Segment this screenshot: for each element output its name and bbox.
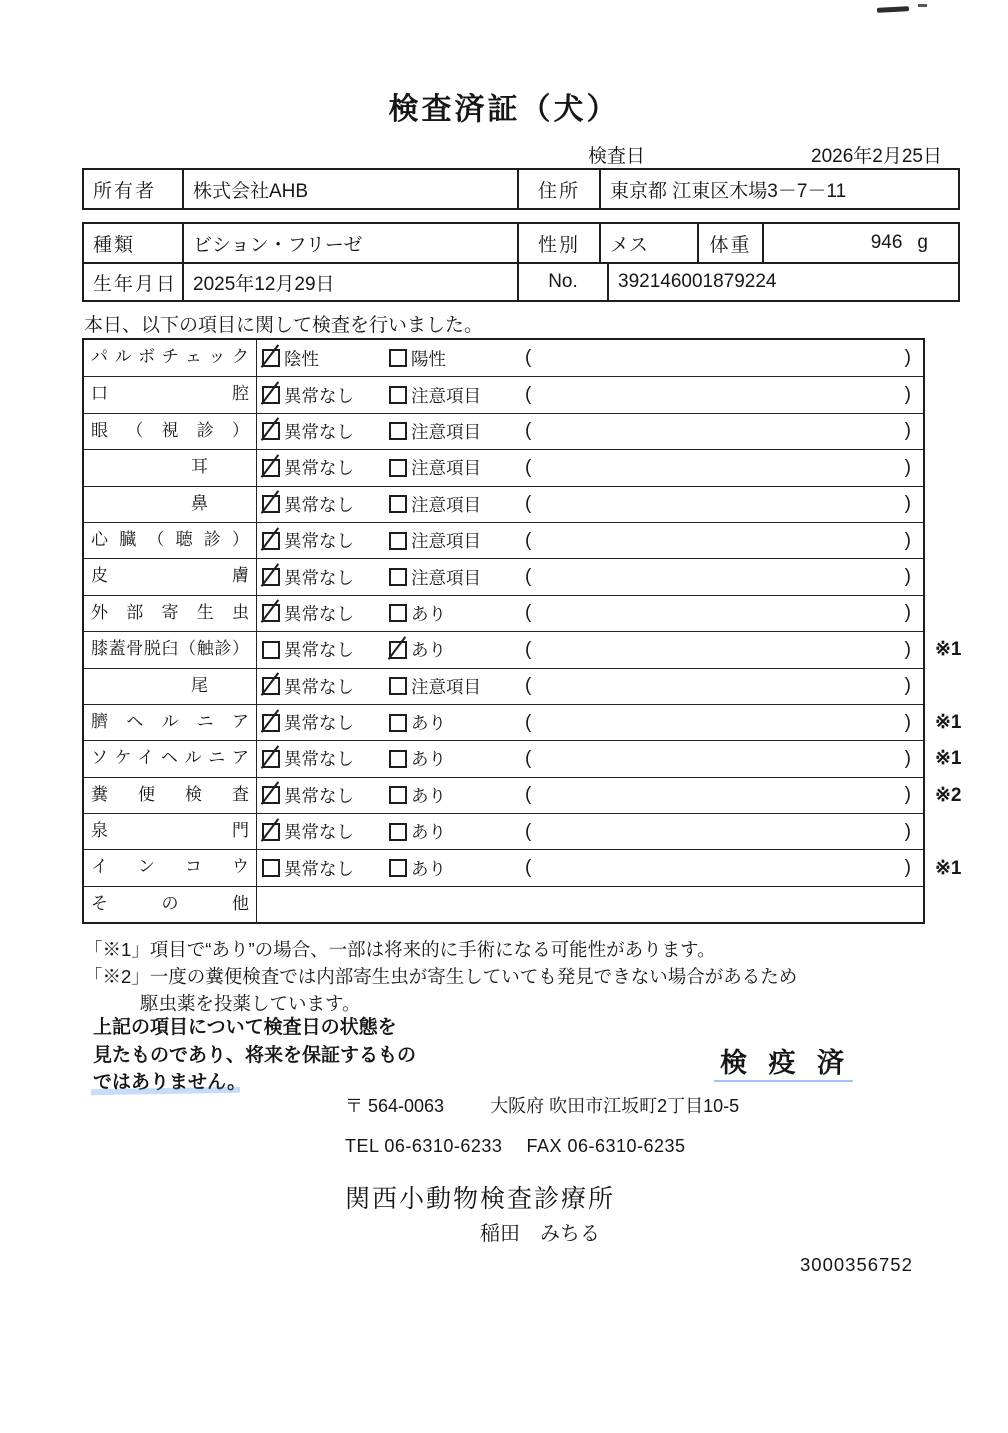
option2-checkbox [389, 823, 407, 841]
paren-close: ) [904, 675, 911, 697]
note-1: 「※1」項目で“あり”の場合、一部は将来的に手術になる可能性があります。 [84, 939, 716, 960]
paren-close: ) [904, 529, 911, 551]
exam-option-2 [389, 783, 525, 808]
paren-close: ) [904, 602, 911, 624]
inspection-date-label: 検査日 [588, 146, 646, 167]
option1-checkbox [262, 532, 280, 550]
paren-open: ( [525, 638, 532, 660]
paren-open: ( [525, 420, 532, 442]
exam-option-2 [389, 528, 525, 553]
paren-open: ( [525, 820, 532, 842]
option1-label: 異常なし [284, 858, 354, 879]
option2-label: あり [411, 603, 446, 624]
breed-value: ビション・フリーゼ [182, 224, 517, 262]
exam-option-2 [389, 455, 525, 480]
paren-open: ( [525, 347, 532, 369]
exam-row [84, 558, 923, 594]
exam-row [84, 631, 962, 667]
clinic-postal-row [345, 1092, 739, 1118]
option2-checkbox [389, 714, 407, 732]
exam-option-1 [262, 819, 389, 844]
exam-row-label: 心臓（聴診） [84, 523, 257, 558]
option1-label: 異常なし [284, 458, 354, 479]
option2-label: あり [411, 785, 446, 806]
exam-row [84, 522, 923, 558]
exam-row-note: ※1 [935, 748, 962, 770]
owner-table [82, 168, 960, 210]
paren-close: ) [904, 857, 911, 879]
exam-row-content [257, 559, 923, 594]
exam-row-label: インコウ [84, 850, 257, 885]
exam-row-content [257, 414, 923, 449]
option2-checkbox [389, 641, 407, 659]
option1-label: 異常なし [284, 822, 354, 843]
paren-open: ( [525, 529, 532, 551]
exam-row [84, 668, 923, 704]
paren-close: ) [904, 820, 911, 842]
exam-row-content [257, 523, 923, 558]
clinic-tel: TEL 06-6310-6233 [345, 1136, 503, 1156]
option2-label: 注意項目 [411, 494, 481, 515]
exam-option-2 [389, 674, 525, 699]
exam-row-label: パルボチェック [84, 340, 257, 376]
exam-row [84, 886, 923, 922]
serial-number: 3000356752 [800, 1254, 913, 1275]
exam-option-2 [389, 746, 525, 771]
paren-open: ( [525, 384, 532, 406]
sex-label: 性別 [517, 224, 599, 262]
exam-intro: 本日、以下の項目に関して検査を行いました。 [84, 315, 484, 336]
exam-option-2 [389, 819, 525, 844]
option2-label: 注意項目 [411, 458, 481, 479]
exam-row-label: 尾 [84, 669, 257, 704]
no-label: No. [517, 264, 607, 300]
weight-cell [762, 224, 958, 262]
option2-checkbox [389, 349, 407, 367]
clinic-postal-code: 〒 564-0063 [345, 1096, 445, 1116]
option2-label: あり [411, 822, 446, 843]
note-2-continued: 駆虫薬を投薬しています。 [140, 993, 361, 1014]
option1-checkbox [262, 750, 280, 768]
option1-label: 異常なし [284, 713, 354, 734]
option1-label: 異常なし [284, 749, 354, 770]
clinic-name: 関西小動物検査診療所 [345, 1185, 616, 1213]
exam-option-1 [262, 710, 389, 735]
weight-value: 946 [870, 232, 903, 253]
option1-checkbox [262, 677, 280, 695]
veterinarian-name: 稲田 みちる [480, 1223, 600, 1245]
exam-row-content [257, 487, 923, 522]
exam-row-content [257, 850, 923, 885]
option1-label: 異常なし [284, 640, 354, 661]
exam-option-2 [389, 492, 525, 517]
exam-row-label: 臍ヘルニア [84, 705, 257, 740]
option1-checkbox [262, 604, 280, 622]
paren-open: ( [525, 566, 532, 588]
option2-label: 注意項目 [411, 531, 481, 552]
option1-checkbox [262, 495, 280, 513]
exam-row [84, 849, 962, 885]
option1-checkbox [262, 714, 280, 732]
paren-close: ) [904, 493, 911, 515]
exam-option-1 [262, 383, 389, 408]
option2-label: あり [411, 749, 446, 770]
exam-row [84, 740, 962, 776]
disclaimer-line-1: 上記の項目について検査日の状態を [93, 1017, 397, 1038]
exam-row-label: 鼻 [84, 487, 257, 522]
option1-checkbox [262, 786, 280, 804]
exam-row-note: ※1 [935, 712, 962, 734]
exam-option-1 [262, 783, 389, 808]
sex-value: メス [599, 224, 697, 262]
scan-artifact [918, 4, 927, 7]
option1-label: 陰性 [284, 348, 319, 369]
paren-open: ( [525, 456, 532, 478]
disclaimer-line-2: 見たものであり、将来を保証するもの [93, 1044, 417, 1066]
option2-checkbox [389, 422, 407, 440]
exam-option-2 [389, 710, 525, 735]
paren-close: ) [904, 420, 911, 442]
exam-row-label: 糞便検査 [84, 778, 257, 813]
exam-row-label: 耳 [84, 450, 257, 485]
exam-option-1 [262, 565, 389, 590]
option1-checkbox [262, 422, 280, 440]
exam-row-content [257, 778, 923, 813]
note-2: 「※2」一度の糞便検査では内部寄生虫が寄生していても発見できない場合があるため [84, 966, 798, 987]
option1-checkbox [262, 459, 280, 477]
paren-open: ( [525, 857, 532, 879]
exam-row-content [257, 377, 923, 412]
option2-checkbox [389, 459, 407, 477]
option2-checkbox [389, 568, 407, 586]
owner-value: 株式会社AHB [182, 170, 517, 208]
inspection-date-row [588, 141, 942, 168]
option1-label: 異常なし [284, 385, 354, 406]
option1-label: 異常なし [284, 494, 354, 515]
exam-row-content [257, 741, 923, 776]
option2-label: 注意項目 [411, 676, 481, 697]
option1-checkbox [262, 386, 280, 404]
exam-option-2 [389, 856, 525, 881]
option2-checkbox [389, 786, 407, 804]
paren-close: ) [904, 347, 911, 369]
exam-row [84, 813, 923, 849]
exam-row-note: ※2 [935, 784, 962, 806]
exam-option-1 [262, 528, 389, 553]
exam-row [84, 376, 923, 412]
address-value: 東京都 江東区木場3－7－11 [599, 170, 958, 208]
exam-row-content [257, 705, 923, 740]
exam-row-content [257, 450, 923, 485]
exam-row [84, 449, 923, 485]
option1-label: 異常なし [284, 531, 354, 552]
exam-row [84, 486, 923, 522]
exam-row-label: 皮膚 [84, 559, 257, 594]
address-label: 住所 [517, 170, 599, 208]
owner-label: 所有者 [93, 180, 157, 202]
option2-label: 注意項目 [411, 385, 481, 406]
option2-checkbox [389, 495, 407, 513]
exam-option-1 [262, 419, 389, 444]
exam-row-label: 眼（視診） [84, 414, 257, 449]
exam-option-1 [262, 637, 389, 662]
clinic-address: 大阪府 吹田市江坂町2丁目10-5 [490, 1096, 740, 1116]
exam-row-note: ※1 [935, 857, 962, 879]
exam-option-1 [262, 746, 389, 771]
paren-open: ( [525, 784, 532, 806]
exam-option-1 [262, 346, 389, 371]
no-value: 392146001879224 [607, 264, 958, 300]
option1-label: 異常なし [284, 676, 354, 697]
paren-open: ( [525, 602, 532, 624]
clinic-fax: FAX 06-6310-6235 [526, 1136, 686, 1156]
option1-checkbox [262, 859, 280, 877]
weight-unit: g [917, 232, 928, 253]
clinic-phone-row [345, 1136, 686, 1157]
weight-label: 体重 [697, 224, 762, 262]
exam-row-content [257, 340, 923, 376]
exam-row-label: 泉門 [84, 814, 257, 849]
option2-checkbox [389, 386, 407, 404]
birthdate-label: 生年月日 [93, 273, 178, 295]
option2-label: あり [411, 858, 446, 879]
exam-row-content [257, 632, 923, 667]
exam-row-content [257, 669, 923, 704]
exam-option-2 [389, 346, 525, 371]
exam-row [84, 777, 962, 813]
option1-checkbox [262, 349, 280, 367]
animal-table [82, 222, 960, 302]
option1-checkbox [262, 568, 280, 586]
option1-checkbox [262, 823, 280, 841]
exam-option-2 [389, 565, 525, 590]
exam-table [82, 338, 962, 924]
option2-label: 注意項目 [411, 421, 481, 442]
exam-row [84, 413, 923, 449]
paren-close: ) [904, 711, 911, 733]
exam-row [84, 595, 923, 631]
paren-close: ) [904, 784, 911, 806]
inspection-date-value: 2026年2月25日 [811, 146, 942, 167]
exam-option-2 [389, 637, 525, 662]
option2-checkbox [389, 750, 407, 768]
option2-label: 注意項目 [411, 567, 481, 588]
disclaimer [93, 1014, 416, 1097]
paren-close: ) [904, 747, 911, 769]
option2-checkbox [389, 677, 407, 695]
option1-label: 異常なし [284, 785, 354, 806]
exam-row-note: ※1 [935, 639, 962, 661]
option2-checkbox [389, 604, 407, 622]
option2-label: あり [411, 640, 446, 661]
exam-option-1 [262, 455, 389, 480]
option2-checkbox [389, 532, 407, 550]
paren-open: ( [525, 675, 532, 697]
exam-row-label: その他 [84, 887, 257, 922]
quarantine-stamp: 検 疫 済 [720, 1041, 851, 1080]
breed-label: 種類 [93, 234, 136, 256]
animal-table-row-2 [84, 262, 958, 300]
exam-row-label: 口腔 [84, 377, 257, 412]
exam-option-1 [262, 601, 389, 626]
animal-table-row-1 [84, 224, 958, 262]
paren-open: ( [525, 747, 532, 769]
exam-row-label: ソケイヘルニア [84, 741, 257, 776]
disclaimer-line-3: ではありません。 [93, 1069, 246, 1097]
scan-artifact [877, 6, 909, 13]
paren-close: ) [904, 456, 911, 478]
paren-open: ( [525, 711, 532, 733]
option2-label: あり [411, 713, 446, 734]
exam-row-content [257, 596, 923, 631]
option1-label: 異常なし [284, 603, 354, 624]
paren-close: ) [904, 384, 911, 406]
exam-row-label: 膝蓋骨脱臼（触診） [84, 632, 257, 667]
exam-option-2 [389, 419, 525, 444]
exam-row [84, 340, 923, 376]
exam-option-2 [389, 383, 525, 408]
option1-label: 異常なし [284, 567, 354, 588]
exam-option-1 [262, 674, 389, 699]
owner-table-row [84, 170, 958, 208]
option1-checkbox [262, 641, 280, 659]
notes-section [84, 936, 797, 1017]
document-title: 検査済証（犬） [388, 93, 620, 126]
exam-option-2 [389, 601, 525, 626]
paren-open: ( [525, 493, 532, 515]
birthdate-value: 2025年12月29日 [182, 264, 517, 300]
exam-option-1 [262, 856, 389, 881]
exam-row-content [257, 814, 923, 849]
exam-row-content [257, 887, 923, 922]
exam-row [84, 704, 962, 740]
option2-label: 陽性 [411, 348, 446, 369]
exam-row-label: 外部寄生虫 [84, 596, 257, 631]
option2-checkbox [389, 859, 407, 877]
paren-close: ) [904, 566, 911, 588]
paren-close: ) [904, 638, 911, 660]
exam-option-1 [262, 492, 389, 517]
option1-label: 異常なし [284, 421, 354, 442]
